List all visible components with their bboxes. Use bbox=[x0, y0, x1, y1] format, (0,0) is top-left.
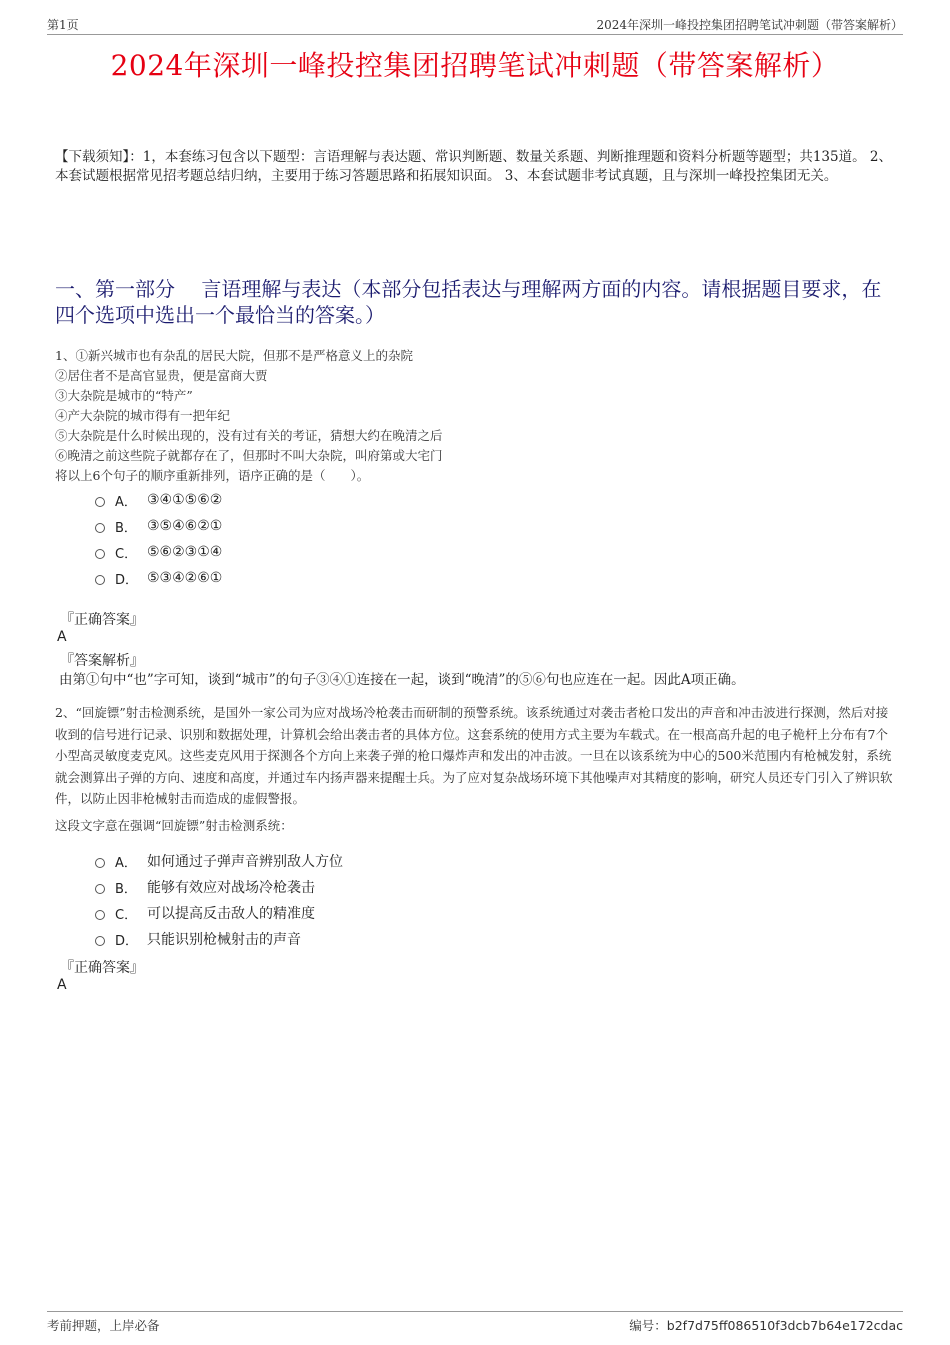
correct-answer: A bbox=[57, 629, 67, 645]
page-header bbox=[47, 14, 903, 35]
option-letter: A． bbox=[115, 855, 137, 871]
radio-button-icon[interactable] bbox=[95, 858, 105, 868]
question-1-stem bbox=[55, 346, 900, 486]
radio-button-icon[interactable] bbox=[95, 523, 105, 533]
radio-button-icon[interactable] bbox=[95, 936, 105, 946]
option-d[interactable] bbox=[95, 565, 222, 591]
download-notice: 【下载须知】：1，本套练习包含以下题型：言语理解与表达题、常识判断题、数量关系题、判断推理题和资料分析题等题型；共135道。 2、本套试题根据常见招考题总结归纳，主要用于练习答题思路和拓展知识面。 3、本套试题非考试真题，且与深圳一峰投控集团无关。 bbox=[55, 149, 892, 184]
question-line: ④产大杂院的城市得有一把年纪 bbox=[55, 408, 231, 423]
question-2-paragraph: 2、“回旋镖”射击检测系统，是国外一家公司为应对战场冷枪袭击而研制的预警系统。该系统通过对袭击者枪口发出的声音和冲击波进行探测，然后对接收到的信号进行记录、识别和数据处理，计算机会给出袭击者的具体方位。这套系统的使用方式主要为车载式。在一根高高升起的电子桅杆上分布有7个小型高灵敏度麦克风。这些麦克风用于探测各个方向上来袭子弹的枪口爆炸声和发出的冲击波。一旦在以该系统为中心的500米范围内有枪械发射，系统就会测算出子弹的方向、速度和高度，并通过车内扬声器来提醒士兵。为了应对复杂战场环境下其他噪声对其精度的影响，研究人员还专门引入了辨识软件，以防止因非枪械射击而造成的虚假警报。 bbox=[55, 705, 893, 806]
question-line: ⑥晚清之前这些院子就都存在了，但那时不叫大杂院，叫府第或大宅门 bbox=[55, 448, 443, 463]
correct-answer: A bbox=[57, 977, 67, 993]
radio-button-icon[interactable] bbox=[95, 575, 105, 585]
question-2-options bbox=[95, 848, 343, 952]
option-d[interactable] bbox=[95, 926, 343, 952]
option-text: 如何通过子弹声音辨别敌人方位 bbox=[147, 854, 343, 870]
question-line: ⑤大杂院是什么时候出现的，没有过有关的考证，猜想大约在晚清之后 bbox=[55, 428, 443, 443]
option-a[interactable] bbox=[95, 487, 222, 513]
page-number: 第1页 bbox=[47, 18, 79, 32]
analysis-label: 『答案解析』 bbox=[60, 653, 144, 669]
question-2-prompt bbox=[55, 816, 900, 836]
option-c[interactable] bbox=[95, 900, 343, 926]
document-code bbox=[629, 1316, 903, 1334]
option-text: 可以提高反击敌人的精准度 bbox=[147, 906, 315, 922]
option-letter: B． bbox=[115, 881, 137, 897]
option-letter: A． bbox=[115, 494, 137, 510]
option-text: ③⑤④⑥②① bbox=[147, 518, 223, 534]
radio-button-icon[interactable] bbox=[95, 884, 105, 894]
footer-slogan: 考前押题，上岸必备 bbox=[47, 1318, 160, 1333]
option-text: ⑤⑥②③①④ bbox=[147, 544, 223, 560]
radio-button-icon[interactable] bbox=[95, 910, 105, 920]
code-value: b2f7d75ff086510f3dcb7b64e172cdac bbox=[666, 1318, 903, 1333]
question-line: 将以上6个句子的顺序重新排列，语序正确的是（ ）。 bbox=[55, 468, 370, 483]
section-title: 一、第一部分 言语理解与表达（本部分包括表达与理解两方面的内容。请根据题目要求，在四个选项中选出一个最恰当的答案。） bbox=[55, 277, 882, 327]
option-text: ⑤③④②⑥① bbox=[147, 570, 223, 586]
option-b[interactable] bbox=[95, 513, 222, 539]
question-line: 这段文字意在强调“回旋镖”射击检测系统： bbox=[55, 818, 293, 833]
radio-button-icon[interactable] bbox=[95, 497, 105, 507]
correct-answer-label: 『正确答案』 bbox=[60, 960, 144, 976]
question-line: ③大杂院是城市的“特产” bbox=[55, 388, 193, 403]
page-footer bbox=[47, 1311, 903, 1336]
option-letter: D． bbox=[115, 572, 139, 588]
option-c[interactable] bbox=[95, 539, 222, 565]
question-line: 1、①新兴城市也有杂乱的居民大院，但那不是严格意义上的杂院 bbox=[55, 348, 413, 363]
code-label: 编号： bbox=[629, 1318, 667, 1333]
option-text: 只能识别枪械射击的声音 bbox=[147, 932, 301, 948]
option-b[interactable] bbox=[95, 874, 343, 900]
option-letter: D． bbox=[115, 933, 139, 949]
question-line: ②居住者不是高官显贵，便是富商大贾 bbox=[55, 368, 268, 383]
question-1-options bbox=[95, 487, 222, 591]
option-text: 能够有效应对战场冷枪袭击 bbox=[147, 880, 315, 896]
option-text: ③④①⑤⑥② bbox=[147, 492, 223, 508]
option-letter: C． bbox=[115, 546, 138, 562]
option-letter: C． bbox=[115, 907, 138, 923]
header-doc-title: 2024年深圳一峰投控集团招聘笔试冲刺题（带答案解析） bbox=[596, 18, 903, 32]
option-letter: B． bbox=[115, 520, 137, 536]
correct-answer-label: 『正确答案』 bbox=[60, 612, 144, 628]
answer-analysis: 由第①句中“也”字可知，谈到“城市”的句子③④①连接在一起，谈到“晚清”的⑤⑥句也应连在一起。因此A项正确。 bbox=[59, 672, 745, 688]
radio-button-icon[interactable] bbox=[95, 549, 105, 559]
option-a[interactable] bbox=[95, 848, 343, 874]
document-title: 2024年深圳一峰投控集团招聘笔试冲刺题（带答案解析） bbox=[110, 49, 840, 82]
